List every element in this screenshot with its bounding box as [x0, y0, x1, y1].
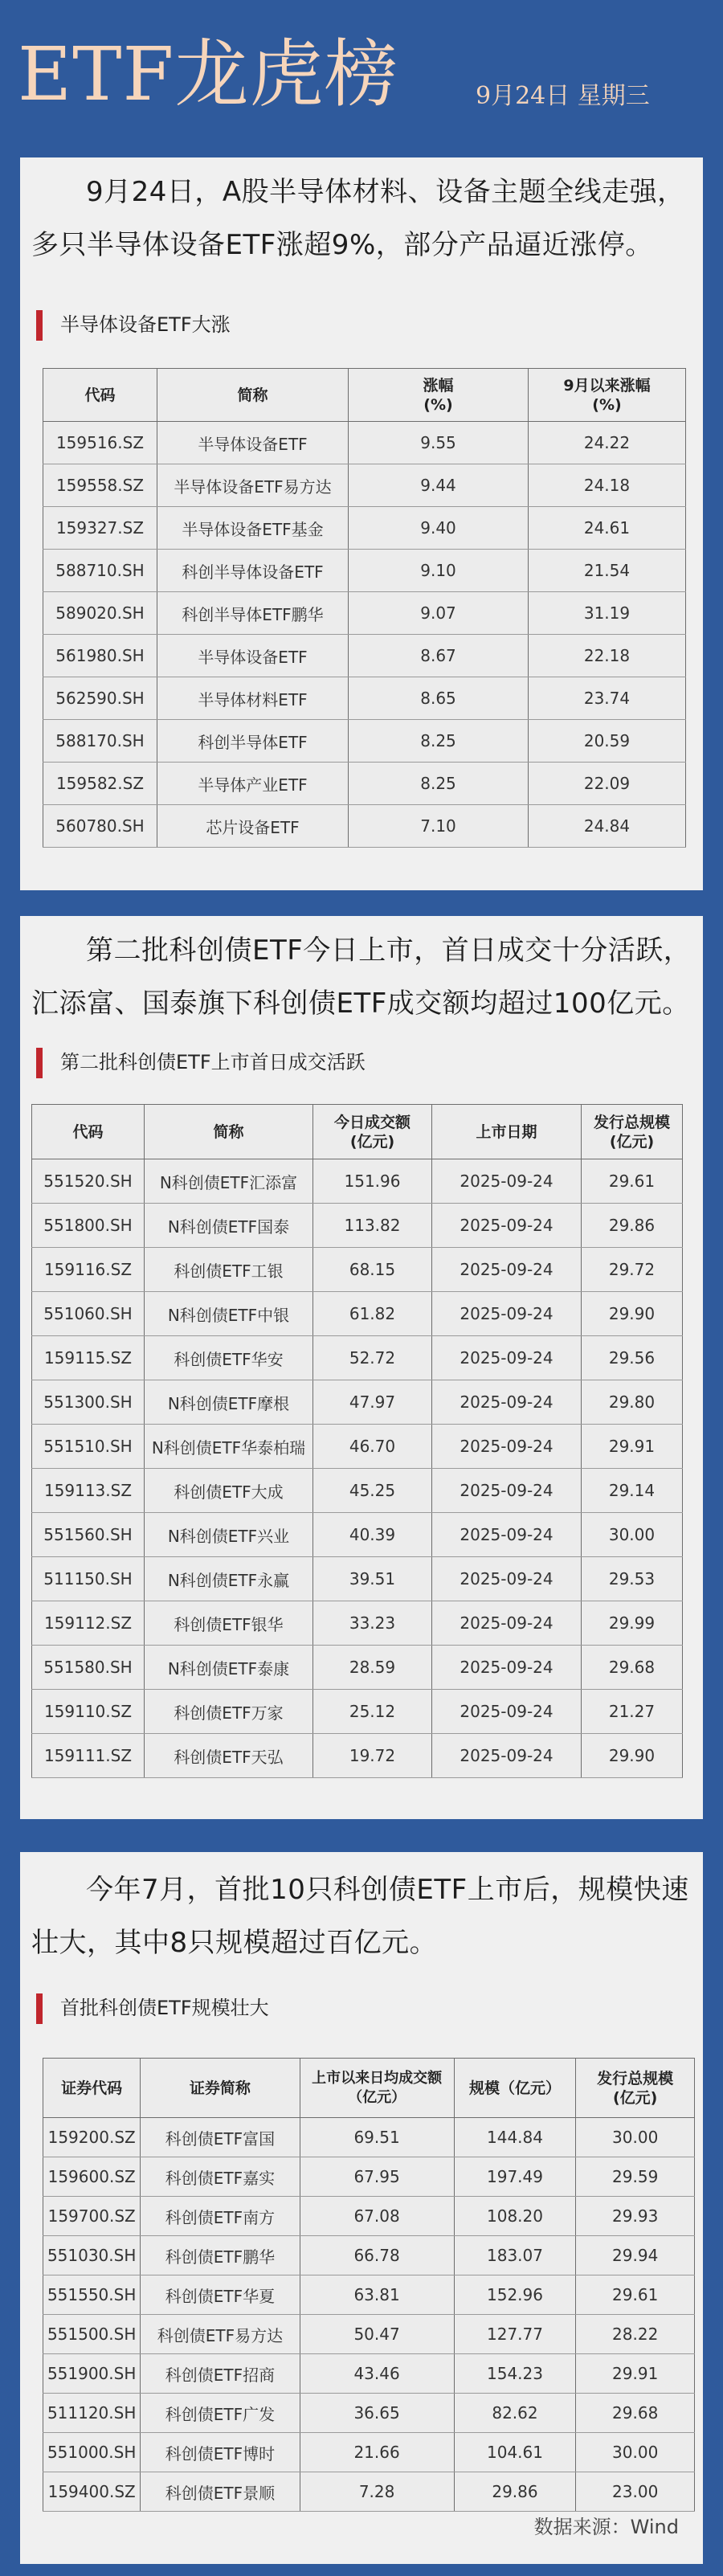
table-cell: 50.47: [300, 2315, 454, 2354]
table-cell: 589020.SH: [43, 592, 157, 635]
table-row: [32, 1380, 683, 1425]
section-marker-bar: [36, 1048, 43, 1078]
table-cell: 2025-09-24: [432, 1380, 582, 1425]
section1-table-title-text: 半导体设备ETF大涨: [60, 313, 231, 336]
table-cell: 560780.SH: [43, 805, 157, 848]
table-row: [32, 1248, 683, 1292]
table-cell: 31.19: [529, 592, 686, 635]
table-cell: 7.10: [349, 805, 529, 848]
table-cell: 科创债ETF南方: [141, 2197, 300, 2236]
table-row: [43, 422, 686, 464]
table-cell: 152.96: [454, 2275, 576, 2315]
table-cell: 159516.SZ: [43, 422, 157, 464]
table-cell: 551560.SH: [32, 1513, 145, 1557]
col-header-avg-turnover: 上市以来日均成交额（亿元）: [300, 2059, 454, 2118]
col-header-name: 简称: [145, 1105, 313, 1159]
second-batch-bond-etf-table: [31, 1104, 683, 1778]
table-cell: 52.72: [313, 1336, 432, 1380]
col-header-code: 代码: [43, 369, 157, 422]
table-cell: 科创债ETF广发: [141, 2394, 300, 2433]
table-cell: 29.68: [576, 2394, 695, 2433]
section2-intro: 第二批科创债ETF今日上市，首日成交十分活跃，汇添富、国泰旗下科创债ETF成交额均超过100亿元。: [31, 934, 692, 1020]
page-date: 9月24日 星期三: [476, 82, 650, 110]
table-cell: 22.09: [529, 763, 686, 805]
table-cell: 159700.SZ: [43, 2197, 141, 2236]
section2-table-title: [36, 1046, 366, 1078]
table-cell: N科创债ETF永赢: [145, 1557, 313, 1601]
table-row: [32, 1425, 683, 1469]
table-cell: 36.65: [300, 2394, 454, 2433]
table-row: [43, 805, 686, 848]
table-cell: 82.62: [454, 2394, 576, 2433]
table-cell: 科创半导体ETF: [157, 720, 349, 763]
table-cell: 半导体材料ETF: [157, 677, 349, 720]
table-cell: 半导体设备ETF: [157, 422, 349, 464]
table-cell: 22.18: [529, 635, 686, 677]
table-cell: 551030.SH: [43, 2236, 141, 2275]
table-row: [43, 550, 686, 592]
section-marker-bar: [36, 310, 43, 341]
table-cell: 43.46: [300, 2354, 454, 2394]
col-header-code: 代码: [32, 1105, 145, 1159]
table-cell: 半导体设备ETF: [157, 635, 349, 677]
table-header-row: [43, 2059, 695, 2118]
table-row: [32, 1292, 683, 1336]
table-cell: 127.77: [454, 2315, 576, 2354]
table-cell: 科创债ETF天弘: [145, 1734, 313, 1778]
table-cell: 科创债ETF工银: [145, 1248, 313, 1292]
table-row: [43, 507, 686, 550]
table-cell: 29.86: [454, 2472, 576, 2512]
table-cell: N科创债ETF兴业: [145, 1513, 313, 1557]
table-row: [43, 720, 686, 763]
table-cell: 2025-09-24: [432, 1336, 582, 1380]
table-cell: 29.93: [576, 2197, 695, 2236]
table-cell: 29.91: [582, 1425, 683, 1469]
table-cell: 104.61: [454, 2433, 576, 2472]
table-cell: 61.82: [313, 1292, 432, 1336]
table-row: [32, 1557, 683, 1601]
table-cell: N科创债ETF华泰柏瑞: [145, 1425, 313, 1469]
table-cell: 28.59: [313, 1646, 432, 1690]
table-row: [43, 2157, 695, 2197]
table-cell: N科创债ETF摩根: [145, 1380, 313, 1425]
table-row: [43, 763, 686, 805]
table-cell: 29.53: [582, 1557, 683, 1601]
table-cell: 科创债ETF大成: [145, 1469, 313, 1513]
table-cell: 551060.SH: [32, 1292, 145, 1336]
table-cell: 551510.SH: [32, 1425, 145, 1469]
table-cell: 29.80: [582, 1380, 683, 1425]
table-cell: 511150.SH: [32, 1557, 145, 1601]
table-cell: 半导体设备ETF基金: [157, 507, 349, 550]
table-cell: 科创债ETF华安: [145, 1336, 313, 1380]
table-cell: 科创债ETF万家: [145, 1690, 313, 1734]
table-cell: 29.61: [576, 2275, 695, 2315]
table-cell: 科创债ETF银华: [145, 1601, 313, 1646]
table-cell: 40.39: [313, 1513, 432, 1557]
table-cell: 9.40: [349, 507, 529, 550]
section3-table-title: [36, 1992, 269, 2024]
table-cell: 24.22: [529, 422, 686, 464]
table-cell: 29.90: [582, 1734, 683, 1778]
col-header-name: 简称: [157, 369, 349, 422]
table-cell: 197.49: [454, 2157, 576, 2197]
table-cell: 19.72: [313, 1734, 432, 1778]
table-cell: 25.12: [313, 1690, 432, 1734]
table-cell: 29.90: [582, 1292, 683, 1336]
table-cell: 562590.SH: [43, 677, 157, 720]
table-cell: N科创债ETF中银: [145, 1292, 313, 1336]
table-cell: 588710.SH: [43, 550, 157, 592]
table-cell: 科创债ETF嘉实: [141, 2157, 300, 2197]
table-cell: 科创债ETF招商: [141, 2354, 300, 2394]
table-cell: 2025-09-24: [432, 1159, 582, 1204]
table-row: [43, 2315, 695, 2354]
table-cell: 159111.SZ: [32, 1734, 145, 1778]
col-header-security-name: 证券简称: [141, 2059, 300, 2118]
table-cell: 29.56: [582, 1336, 683, 1380]
table-cell: 8.25: [349, 763, 529, 805]
table-cell: N科创债ETF国泰: [145, 1204, 313, 1248]
table-cell: 2025-09-24: [432, 1646, 582, 1690]
section1-intro: 9月24日，A股半导体材料、设备主题全线走强，多只半导体设备ETF涨超9%，部分产品逼近涨停。: [31, 176, 685, 261]
section3-table-title-text: 首批科创债ETF规模壮大: [60, 1997, 269, 2019]
table-row: [43, 2472, 695, 2512]
table-cell: 47.97: [313, 1380, 432, 1425]
col-header-change-since-sept: 9月以来涨幅 (%): [529, 369, 686, 422]
table-cell: 108.20: [454, 2197, 576, 2236]
table-cell: 2025-09-24: [432, 1557, 582, 1601]
table-cell: 113.82: [313, 1204, 432, 1248]
section1-table-title: [36, 309, 231, 341]
table-cell: 23.74: [529, 677, 686, 720]
table-cell: 8.65: [349, 677, 529, 720]
table-cell: 29.59: [576, 2157, 695, 2197]
table-cell: 29.68: [582, 1646, 683, 1690]
table-row: [32, 1646, 683, 1690]
section-semiconductor-card: [20, 157, 703, 890]
table-cell: 2025-09-24: [432, 1292, 582, 1336]
table-row: [32, 1336, 683, 1380]
table-cell: 9.10: [349, 550, 529, 592]
table-row: [43, 677, 686, 720]
table-cell: 551300.SH: [32, 1380, 145, 1425]
table-cell: 561980.SH: [43, 635, 157, 677]
table-cell: 7.28: [300, 2472, 454, 2512]
table-cell: 2025-09-24: [432, 1690, 582, 1734]
table-row: [32, 1734, 683, 1778]
table-cell: 2025-09-24: [432, 1425, 582, 1469]
table-row: [32, 1204, 683, 1248]
table-cell: 39.51: [313, 1557, 432, 1601]
table-cell: 科创债ETF博时: [141, 2433, 300, 2472]
table-cell: 46.70: [313, 1425, 432, 1469]
table-cell: 科创半导体设备ETF: [157, 550, 349, 592]
col-header-aum: 规模（亿元）: [454, 2059, 576, 2118]
table-cell: 28.22: [576, 2315, 695, 2354]
table-row: [43, 2118, 695, 2157]
page-header: [0, 0, 723, 153]
table-cell: 科创债ETF景顺: [141, 2472, 300, 2512]
first-batch-bond-etf-table: [43, 2058, 695, 2512]
table-cell: 551550.SH: [43, 2275, 141, 2315]
table-cell: 30.00: [576, 2118, 695, 2157]
table-cell: 24.18: [529, 464, 686, 507]
table-cell: 24.84: [529, 805, 686, 848]
table-cell: 科创半导体ETF鹏华: [157, 592, 349, 635]
table-cell: 511120.SH: [43, 2394, 141, 2433]
table-cell: 551500.SH: [43, 2315, 141, 2354]
table-row: [43, 2394, 695, 2433]
table-cell: 159582.SZ: [43, 763, 157, 805]
table-cell: 芯片设备ETF: [157, 805, 349, 848]
table-cell: 66.78: [300, 2236, 454, 2275]
table-row: [43, 2236, 695, 2275]
table-cell: 半导体设备ETF易方达: [157, 464, 349, 507]
table-cell: 29.72: [582, 1248, 683, 1292]
table-row: [32, 1690, 683, 1734]
section-kechuang-bond-second-batch-card: [20, 916, 703, 1819]
table-cell: 2025-09-24: [432, 1601, 582, 1646]
table-cell: 144.84: [454, 2118, 576, 2157]
col-header-security-code: 证券代码: [43, 2059, 141, 2118]
table-cell: 551800.SH: [32, 1204, 145, 1248]
table-cell: 159115.SZ: [32, 1336, 145, 1380]
semiconductor-etf-table: [43, 368, 686, 848]
table-cell: 29.14: [582, 1469, 683, 1513]
table-cell: 8.25: [349, 720, 529, 763]
page-title: ETF龙虎榜: [18, 31, 399, 117]
table-cell: 20.59: [529, 720, 686, 763]
table-row: [32, 1159, 683, 1204]
data-source-note: 数据来源：Wind: [533, 2516, 679, 2538]
table-cell: 2025-09-24: [432, 1513, 582, 1557]
table-cell: 33.23: [313, 1601, 432, 1646]
table-cell: 68.15: [313, 1248, 432, 1292]
table-cell: 29.99: [582, 1601, 683, 1646]
table-cell: 8.67: [349, 635, 529, 677]
table-row: [32, 1469, 683, 1513]
table-cell: 159600.SZ: [43, 2157, 141, 2197]
table-cell: 588170.SH: [43, 720, 157, 763]
table-cell: 159327.SZ: [43, 507, 157, 550]
table-cell: 科创债ETF华夏: [141, 2275, 300, 2315]
table-cell: 23.00: [576, 2472, 695, 2512]
table-cell: 2025-09-24: [432, 1248, 582, 1292]
table-cell: 159400.SZ: [43, 2472, 141, 2512]
col-header-issue-size: 发行总规模 (亿元): [582, 1105, 683, 1159]
table-cell: 551520.SH: [32, 1159, 145, 1204]
table-row: [43, 2275, 695, 2315]
table-cell: 159110.SZ: [32, 1690, 145, 1734]
table-cell: 9.44: [349, 464, 529, 507]
table-cell: 科创债ETF鹏华: [141, 2236, 300, 2275]
table-cell: 29.86: [582, 1204, 683, 1248]
table-cell: 159112.SZ: [32, 1601, 145, 1646]
table-cell: 2025-09-24: [432, 1469, 582, 1513]
table-cell: 67.08: [300, 2197, 454, 2236]
table-cell: 29.94: [576, 2236, 695, 2275]
table-cell: 9.55: [349, 422, 529, 464]
section-kechuang-bond-first-batch-card: [20, 1852, 703, 2564]
table-cell: 159200.SZ: [43, 2118, 141, 2157]
table-cell: 551900.SH: [43, 2354, 141, 2394]
section-marker-bar: [36, 1993, 43, 2024]
table-cell: 半导体产业ETF: [157, 763, 349, 805]
table-row: [43, 592, 686, 635]
table-cell: 30.00: [582, 1513, 683, 1557]
table-cell: 154.23: [454, 2354, 576, 2394]
table-cell: N科创债ETF泰康: [145, 1646, 313, 1690]
col-header-change: 涨幅 (%): [349, 369, 529, 422]
col-header-turnover: 今日成交额 (亿元): [313, 1105, 432, 1159]
section2-table-title-text: 第二批科创债ETF上市首日成交活跃: [60, 1051, 366, 1073]
table-cell: 159558.SZ: [43, 464, 157, 507]
table-row: [43, 635, 686, 677]
table-row: [43, 2197, 695, 2236]
table-cell: 2025-09-24: [432, 1204, 582, 1248]
table-cell: 9.07: [349, 592, 529, 635]
table-cell: 21.27: [582, 1690, 683, 1734]
col-header-listing-date: 上市日期: [432, 1105, 582, 1159]
table-cell: 63.81: [300, 2275, 454, 2315]
table-cell: 科创债ETF富国: [141, 2118, 300, 2157]
table-cell: 29.61: [582, 1159, 683, 1204]
table-cell: 551580.SH: [32, 1646, 145, 1690]
table-cell: 159116.SZ: [32, 1248, 145, 1292]
table-cell: 551000.SH: [43, 2433, 141, 2472]
table-cell: 2025-09-24: [432, 1734, 582, 1778]
table-cell: N科创债ETF汇添富: [145, 1159, 313, 1204]
col-header-issue-size: 发行总规模 (亿元): [576, 2059, 695, 2118]
table-cell: 29.91: [576, 2354, 695, 2394]
table-cell: 67.95: [300, 2157, 454, 2197]
table-cell: 45.25: [313, 1469, 432, 1513]
table-cell: 69.51: [300, 2118, 454, 2157]
table-row: [32, 1601, 683, 1646]
table-cell: 151.96: [313, 1159, 432, 1204]
table-cell: 24.61: [529, 507, 686, 550]
table-cell: 21.66: [300, 2433, 454, 2472]
table-cell: 30.00: [576, 2433, 695, 2472]
table-row: [43, 2354, 695, 2394]
section3-intro: 今年7月，首批10只科创债ETF上市后，规模快速壮大，其中8只规模超过百亿元。: [31, 1874, 689, 1959]
table-row: [43, 2433, 695, 2472]
table-row: [43, 464, 686, 507]
table-row: [32, 1513, 683, 1557]
table-cell: 科创债ETF易方达: [141, 2315, 300, 2354]
table-header-row: [43, 369, 686, 422]
table-cell: 159113.SZ: [32, 1469, 145, 1513]
table-cell: 183.07: [454, 2236, 576, 2275]
table-header-row: [32, 1105, 683, 1159]
table-cell: 21.54: [529, 550, 686, 592]
